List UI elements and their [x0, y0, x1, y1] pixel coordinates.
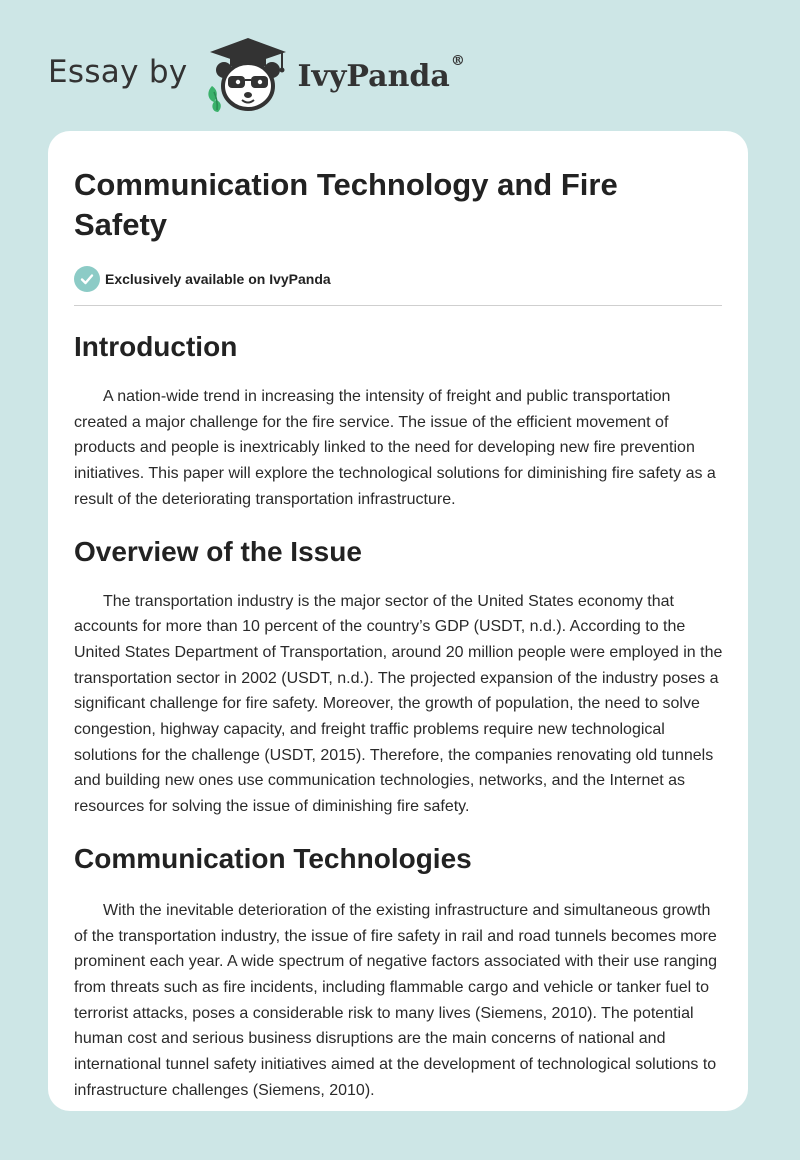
check-icon — [74, 266, 100, 292]
brand-name[interactable] — [297, 52, 465, 94]
exclusive-badge — [74, 265, 722, 293]
brand-name-text: IvyPanda — [297, 58, 450, 94]
section-communication-technologies — [74, 842, 722, 1104]
title-divider — [74, 305, 722, 306]
panda-graduate-logo-icon[interactable] — [202, 34, 294, 114]
exclusive-label: Exclusively available on IvyPanda — [105, 271, 331, 287]
section-paragraph: A nation-wide trend in increasing the intensity of freight and public transportation created a major challenge for the fire service. The issue of the efficient movement of products and people is inextricably linked to the need for developing new fire prevention initiatives. This paper will explore the technological solutions for diminishing fire safety as a result of the deteriorating transportation infrastructure. — [74, 388, 716, 508]
section-introduction — [74, 330, 722, 513]
brand-prefix: Essay by — [48, 54, 188, 90]
page-title: Communication Technology and Fire Safety — [74, 167, 618, 242]
section-overview-of-the-issue — [74, 535, 722, 820]
registered-mark: ® — [450, 52, 465, 69]
brand-header — [48, 34, 528, 114]
essay-card — [48, 131, 748, 1111]
section-paragraph: The transportation industry is the major sector of the United States economy that accounts for more than 10 percent of the country’s GDP (USDT, n.d.). According to the United States Department of Transportation, around 20 million people were employed in the transportation sector in 2002 (USDT, n.d.). The projected expansion of the industry poses a significant challenge for fire safety. Moreover, the growth of population, the need to solve congestion, highway capacity, and freight traffic problems require new technological solutions for the challenge (USDT, 2015). Therefore, the companies renovating old tunnels and building new ones use communication technologies, networks, and the Internet as resources for solving the issue of diminishing fire safety. — [74, 592, 723, 816]
section-paragraph: With the inevitable deterioration of the existing infrastructure and simultaneous growth of the transportation industry, the issue of fire safety in rail and road tunnels becomes more prominent each year. A wide spectrum of negative factors associated with their use ranging from threats such as fire incidents, including flammable cargo and vehicle or tanker fuel to terrorist attacks, poses a considerable risk to many lives (Siemens, 2010). The potential human cost and serious business disruptions are the main concerns of national and international tunnel safety initiatives aimed at the development of technological solutions to infrastructure challenges (Siemens, 2010). — [74, 901, 718, 1099]
section-heading: Overview of the Issue — [74, 535, 362, 567]
section-heading: Communication Technologies — [74, 842, 472, 874]
section-heading: Introduction — [74, 331, 238, 362]
